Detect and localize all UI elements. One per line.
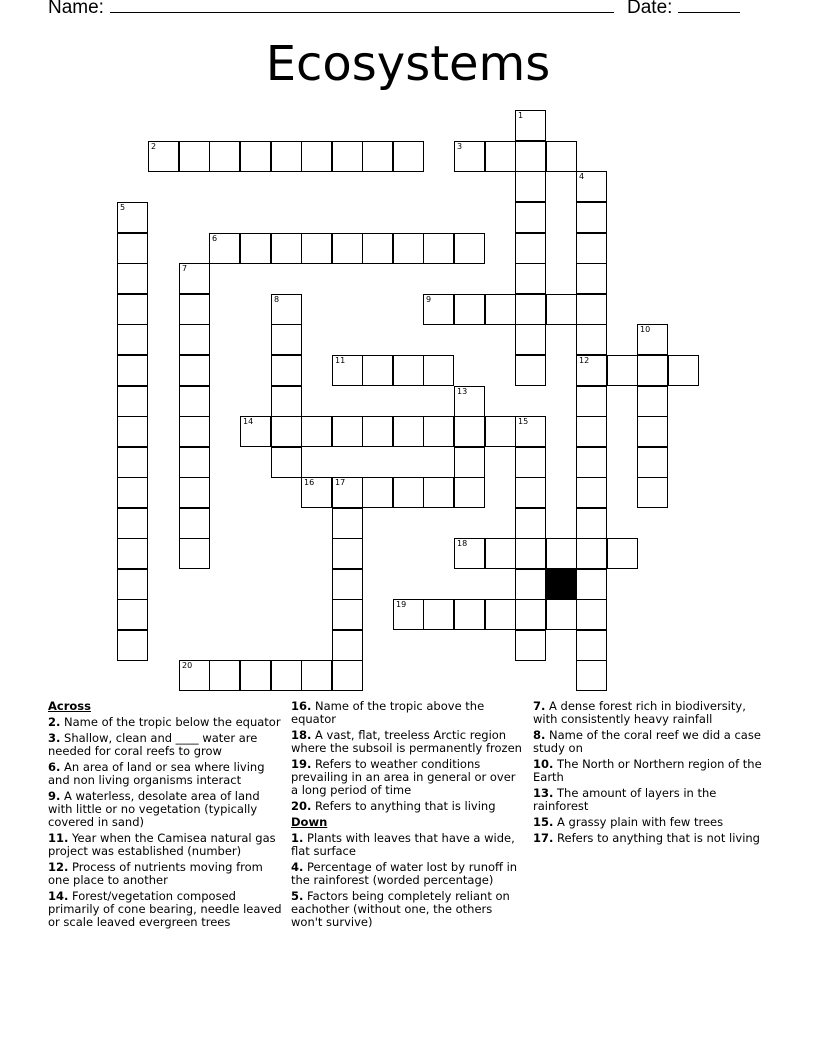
grid-cell[interactable] (117, 324, 148, 355)
grid-cell[interactable] (301, 416, 332, 447)
grid-cell[interactable] (576, 233, 607, 264)
clue-item (48, 832, 283, 858)
clue-item (48, 716, 283, 729)
clue-number: 11 (335, 356, 346, 365)
clue-item (48, 790, 283, 829)
grid-cell[interactable] (271, 294, 302, 325)
grid-cell[interactable] (485, 141, 516, 172)
clue-number: 12 (579, 356, 590, 365)
clue-item (48, 761, 283, 787)
clue-item-text: Percentage of water lost by runoff in the rainforest (worded percentage) (291, 860, 518, 887)
grid-cell[interactable] (271, 386, 302, 417)
grid-cell[interactable] (393, 477, 424, 508)
clue-item-number: 13. (533, 786, 554, 800)
grid-cell[interactable] (209, 660, 240, 691)
clue-item-number: 17. (533, 831, 554, 845)
clue-number: 18 (457, 539, 468, 548)
grid-cell[interactable] (179, 263, 210, 294)
grid-cell[interactable] (576, 477, 607, 508)
grid-cell[interactable] (332, 599, 363, 630)
grid-cell[interactable] (454, 477, 485, 508)
clue-item-number: 5. (291, 889, 304, 903)
grid-cell[interactable] (271, 355, 302, 386)
grid-cell[interactable] (393, 599, 424, 630)
grid-cell[interactable] (515, 294, 546, 325)
clue-item-number: 16. (291, 699, 312, 713)
grid-cell[interactable] (332, 630, 363, 661)
grid-cell[interactable] (240, 416, 271, 447)
grid-cell[interactable] (607, 355, 638, 386)
grid-cell[interactable] (576, 599, 607, 630)
clue-item-text: Shallow, clean and ____ water are needed for coral reefs to grow (48, 731, 258, 758)
clue-item-number: 9. (48, 789, 61, 803)
grid-cell[interactable] (271, 324, 302, 355)
grid-cell[interactable] (515, 538, 546, 569)
clue-item-text: A waterless, desolate area of land with little or no vegetation (typically covered in sand) (48, 789, 260, 829)
clue-item (291, 700, 526, 726)
clue-number: 5 (120, 203, 126, 212)
clue-item (291, 758, 526, 797)
grid-cell[interactable] (668, 355, 699, 386)
grid-cell[interactable] (393, 141, 424, 172)
grid-cell[interactable] (515, 141, 546, 172)
grid-cell[interactable] (117, 263, 148, 294)
grid-cell[interactable] (301, 233, 332, 264)
clue-number: 20 (182, 661, 193, 670)
clue-item-number: 2. (48, 715, 61, 729)
grid-cell[interactable] (179, 294, 210, 325)
grid-cell[interactable] (332, 355, 363, 386)
name-label: Name: (48, 0, 104, 18)
grid-cell[interactable] (117, 416, 148, 447)
grid-cell[interactable] (576, 447, 607, 478)
clue-number: 13 (457, 387, 468, 396)
grid-cell[interactable] (301, 660, 332, 691)
clue-item-number: 11. (48, 831, 69, 845)
grid-cell[interactable] (637, 386, 668, 417)
grid-cell[interactable] (576, 508, 607, 539)
grid-cell[interactable] (423, 477, 454, 508)
grid-cell[interactable] (271, 660, 302, 691)
grid-cell[interactable] (332, 508, 363, 539)
clue-item-text: Process of nutrients moving from one place to another (48, 860, 263, 887)
grid-cell[interactable] (454, 386, 485, 417)
clue-item (291, 832, 526, 858)
grid-cell[interactable] (271, 233, 302, 264)
clue-item (291, 861, 526, 887)
grid-cell[interactable] (576, 202, 607, 233)
grid-cell[interactable] (179, 508, 210, 539)
clue-item-text: A grassy plain with few trees (553, 815, 724, 829)
grid-cell[interactable] (454, 141, 485, 172)
grid-cell[interactable] (240, 660, 271, 691)
grid-cell[interactable] (117, 447, 148, 478)
grid-cell[interactable] (423, 599, 454, 630)
clue-item-text: Forest/vegetation composed primarily of cone bearing, needle leaved or scale leaved evergreen trees (48, 889, 282, 929)
clue-number: 14 (243, 417, 254, 426)
clues-column-2 (291, 700, 526, 932)
grid-cell[interactable] (332, 141, 363, 172)
clue-item (533, 787, 768, 813)
grid-cell[interactable] (117, 294, 148, 325)
grid-cell[interactable] (576, 263, 607, 294)
grid-cell[interactable] (179, 477, 210, 508)
clue-number: 7 (182, 264, 188, 273)
clue-item-text: Refers to anything that is living (311, 799, 496, 813)
clue-item (533, 729, 768, 755)
grid-cell[interactable] (485, 416, 516, 447)
grid-cell[interactable] (179, 386, 210, 417)
grid-cell[interactable] (515, 202, 546, 233)
grid-cell[interactable] (179, 538, 210, 569)
grid-cell[interactable] (240, 233, 271, 264)
grid-cell[interactable] (515, 508, 546, 539)
grid-cell[interactable] (515, 171, 546, 202)
grid-cell[interactable] (576, 294, 607, 325)
grid-cell[interactable] (301, 477, 332, 508)
grid-cell[interactable] (209, 233, 240, 264)
clue-item-number: 1. (291, 831, 304, 845)
grid-cell[interactable] (576, 660, 607, 691)
clue-item-text: An area of land or sea where living and non living organisms interact (48, 760, 265, 787)
date-label: Date: (627, 0, 673, 18)
down-heading: Down (291, 815, 328, 829)
grid-cell[interactable] (454, 447, 485, 478)
clue-number: 10 (640, 325, 651, 334)
clue-item-text: Name of the coral reef we did a case study on (533, 728, 761, 755)
grid-cell[interactable] (515, 416, 546, 447)
grid-cell[interactable] (117, 630, 148, 661)
grid-cell[interactable] (515, 324, 546, 355)
grid-cell[interactable] (576, 324, 607, 355)
clue-item (291, 800, 526, 813)
grid-cell[interactable] (515, 477, 546, 508)
grid-cell[interactable] (332, 569, 363, 600)
clue-item-text: A vast, flat, treeless Arctic region where the subsoil is permanently frozen (291, 728, 522, 755)
across-clue-list (48, 716, 283, 929)
grid-cell[interactable] (546, 294, 577, 325)
down-clue-list-continued (533, 700, 768, 845)
clue-item-text: The amount of layers in the rainforest (533, 786, 717, 813)
clue-item (291, 729, 526, 755)
grid-cell[interactable] (515, 599, 546, 630)
grid-cell[interactable] (271, 141, 302, 172)
grid-cell[interactable] (637, 355, 668, 386)
clue-item-number: 7. (533, 699, 546, 713)
grid-cell[interactable] (362, 416, 393, 447)
grid-cell[interactable] (209, 141, 240, 172)
grid-cell[interactable] (362, 477, 393, 508)
grid-cell[interactable] (546, 141, 577, 172)
clue-item (48, 890, 283, 929)
grid-cell[interactable] (423, 416, 454, 447)
clue-item (48, 732, 283, 758)
grid-cell[interactable] (117, 233, 148, 264)
grid-block-cell (546, 569, 577, 600)
grid-cell[interactable] (179, 355, 210, 386)
clue-number: 17 (335, 478, 346, 487)
down-clue-list (291, 832, 526, 929)
grid-cell[interactable] (546, 538, 577, 569)
grid-cell[interactable] (485, 294, 516, 325)
grid-cell[interactable] (117, 569, 148, 600)
grid-cell[interactable] (271, 416, 302, 447)
grid-cell[interactable] (362, 233, 393, 264)
grid-cell[interactable] (454, 294, 485, 325)
grid-cell[interactable] (332, 233, 363, 264)
clue-number: 15 (518, 417, 529, 426)
grid-cell[interactable] (332, 660, 363, 691)
grid-cell[interactable] (271, 447, 302, 478)
clue-item-number: 20. (291, 799, 312, 813)
clue-item-text: Refers to weather conditions prevailing in an area in general or over a long period of time (291, 757, 516, 797)
grid-cell[interactable] (117, 386, 148, 417)
clues-column-1 (48, 700, 283, 932)
grid-cell[interactable] (576, 171, 607, 202)
grid-cell[interactable] (454, 416, 485, 447)
grid-cell[interactable] (117, 202, 148, 233)
grid-cell[interactable] (576, 416, 607, 447)
grid-cell[interactable] (576, 630, 607, 661)
clue-item (533, 758, 768, 784)
grid-cell[interactable] (576, 538, 607, 569)
clue-item-text: A dense forest rich in biodiversity, with consistently heavy rainfall (533, 699, 746, 726)
grid-cell[interactable] (485, 538, 516, 569)
clue-item-number: 3. (48, 731, 61, 745)
grid-cell[interactable] (179, 141, 210, 172)
grid-cell[interactable] (362, 355, 393, 386)
grid-cell[interactable] (515, 355, 546, 386)
grid-cell[interactable] (637, 416, 668, 447)
grid-cell[interactable] (454, 233, 485, 264)
grid-cell[interactable] (515, 630, 546, 661)
grid-cell[interactable] (148, 141, 179, 172)
grid-cell[interactable] (515, 569, 546, 600)
grid-cell[interactable] (423, 294, 454, 325)
clue-item-number: 18. (291, 728, 312, 742)
grid-cell[interactable] (362, 141, 393, 172)
grid-cell[interactable] (393, 233, 424, 264)
clue-item-number: 6. (48, 760, 61, 774)
grid-cell[interactable] (393, 355, 424, 386)
grid-cell[interactable] (637, 477, 668, 508)
clue-number: 16 (304, 478, 315, 487)
across-heading: Across (48, 699, 91, 713)
grid-cell[interactable] (485, 599, 516, 630)
grid-cell[interactable] (576, 386, 607, 417)
clue-item (533, 832, 768, 845)
clue-item-text: Year when the Camisea natural gas project was established (number) (48, 831, 276, 858)
grid-cell[interactable] (301, 141, 332, 172)
clue-number: 9 (426, 295, 432, 304)
grid-cell[interactable] (515, 447, 546, 478)
clue-item-number: 19. (291, 757, 312, 771)
grid-cell[interactable] (117, 477, 148, 508)
clue-item-number: 15. (533, 815, 554, 829)
clue-item-text: Refers to anything that is not living (553, 831, 760, 845)
clue-number: 1 (518, 111, 524, 120)
clue-item-number: 14. (48, 889, 69, 903)
page-title: Ecosystems (265, 36, 551, 92)
grid-cell[interactable] (179, 447, 210, 478)
grid-cell[interactable] (546, 599, 577, 630)
grid-cell[interactable] (515, 110, 546, 141)
grid-cell[interactable] (515, 233, 546, 264)
grid-cell[interactable] (454, 599, 485, 630)
clue-item-number: 8. (533, 728, 546, 742)
grid-cell[interactable] (393, 416, 424, 447)
clue-item-text: Factors being completely reliant on eachother (without one, the others won't survive) (291, 889, 510, 929)
across-clue-list-continued (291, 700, 526, 813)
grid-cell[interactable] (637, 447, 668, 478)
grid-cell[interactable] (117, 355, 148, 386)
grid-cell[interactable] (179, 416, 210, 447)
clue-item-text: Plants with leaves that have a wide, flat surface (291, 831, 515, 858)
clue-number: 8 (274, 295, 280, 304)
clue-item-text: The North or Northern region of the Earth (533, 757, 762, 784)
grid-cell[interactable] (423, 355, 454, 386)
grid-cell[interactable] (607, 538, 638, 569)
clue-number: 19 (396, 600, 407, 609)
grid-cell[interactable] (117, 599, 148, 630)
clue-item-number: 4. (291, 860, 304, 874)
clue-item-text: Name of the tropic above the equator (291, 699, 485, 726)
grid-cell[interactable] (637, 324, 668, 355)
grid-cell[interactable] (332, 416, 363, 447)
clues-column-3 (533, 700, 768, 848)
clue-item-number: 10. (533, 757, 554, 771)
grid-cell[interactable] (179, 324, 210, 355)
grid-cell[interactable] (240, 141, 271, 172)
clue-item (533, 816, 768, 829)
grid-cell[interactable] (332, 538, 363, 569)
clue-item (533, 700, 768, 726)
clue-number: 2 (151, 142, 157, 151)
grid-cell[interactable] (423, 233, 454, 264)
clue-item-text: Name of the tropic below the equator (60, 715, 281, 729)
clue-number: 4 (579, 172, 585, 181)
clue-item (48, 861, 283, 887)
grid-cell[interactable] (332, 477, 363, 508)
clue-number: 3 (457, 142, 463, 151)
grid-cell[interactable] (179, 660, 210, 691)
grid-cell[interactable] (454, 538, 485, 569)
grid-cell[interactable] (576, 355, 607, 386)
clue-item-number: 12. (48, 860, 69, 874)
clue-number: 6 (212, 234, 218, 243)
grid-cell[interactable] (515, 263, 546, 294)
grid-cell[interactable] (117, 538, 148, 569)
clue-item (291, 890, 526, 929)
grid-cell[interactable] (117, 508, 148, 539)
grid-cell[interactable] (576, 569, 607, 600)
